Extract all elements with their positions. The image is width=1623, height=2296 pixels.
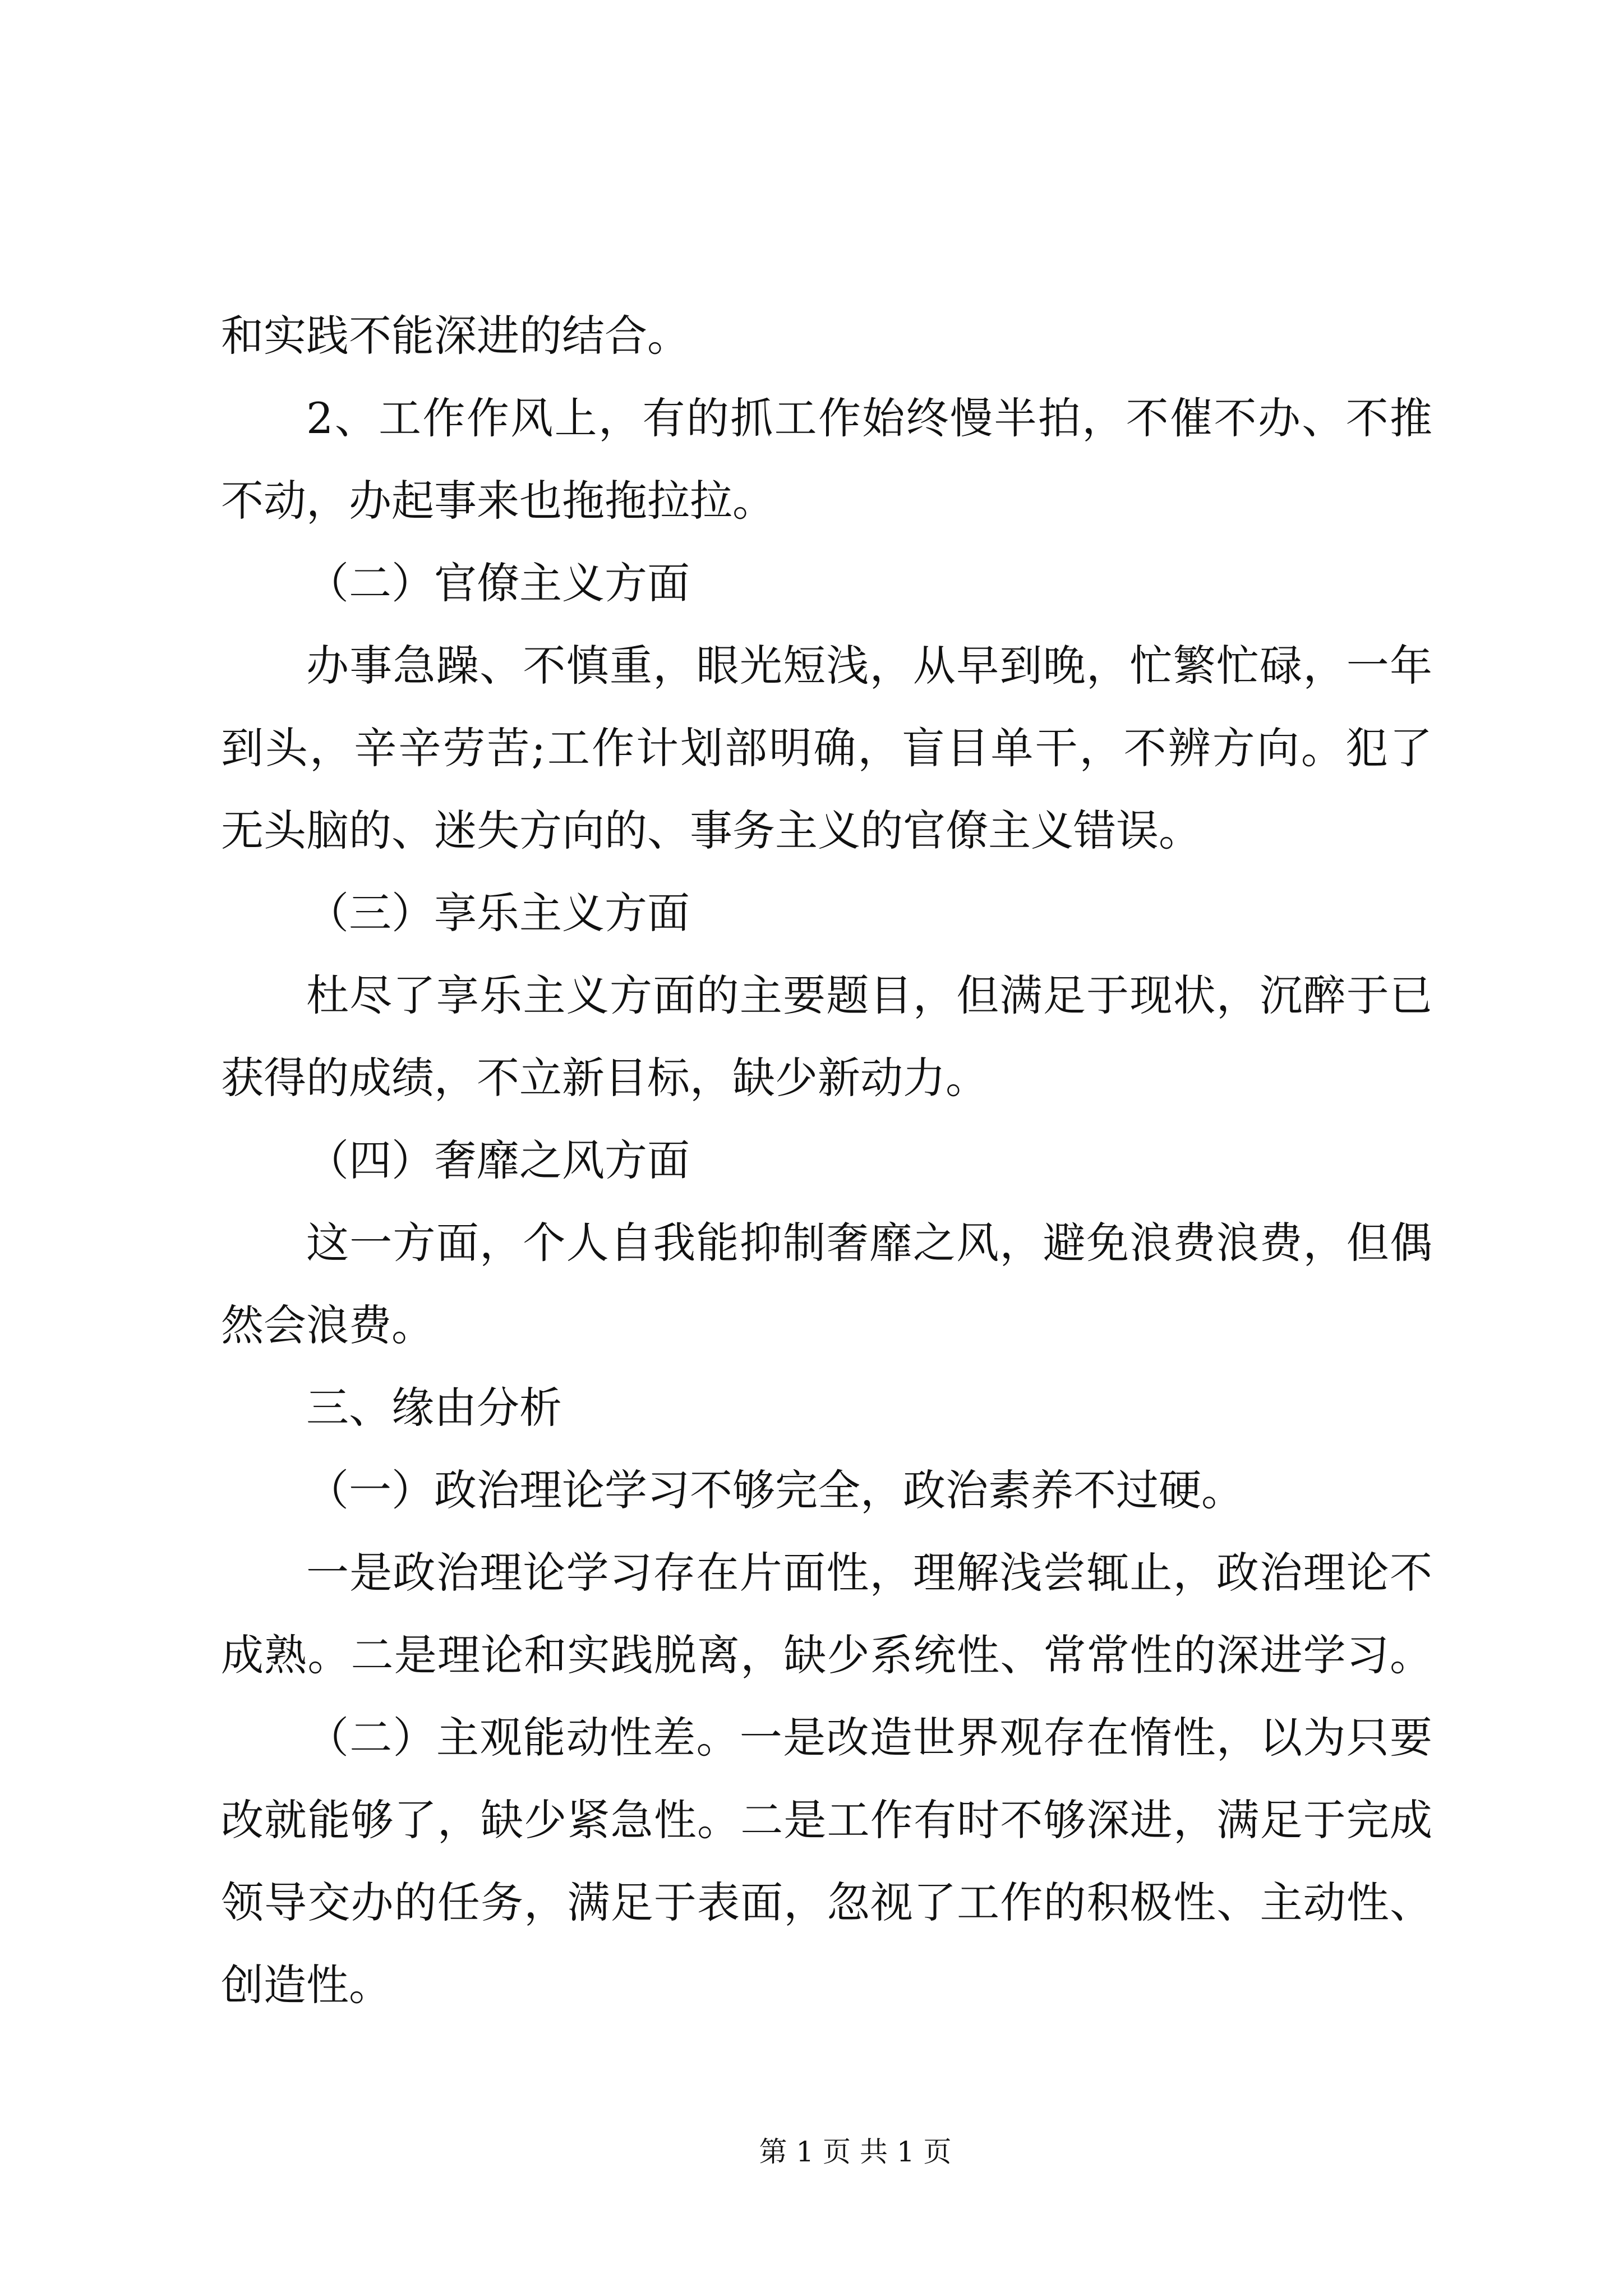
section-heading: （一）政治理论学习不够完全，政治素养不过硬。 [306,1465,1244,1515]
paragraph-line: 到头，辛辛劳苦;工作计划部明确，盲目单干，不辨方向。犯了 [221,723,1432,773]
paragraph-line: 无头脑的、迷失方向的、事务主义的官僚主义错误。 [221,806,1201,855]
paragraph-line: 和实践不能深进的结合。 [221,311,690,361]
paragraph-line: 杜尽了享乐主义方面的主要题目，但满足于现状，沉醉于已 [306,970,1432,1020]
page-number-footer: 第 1 页 共 1 页 [759,2136,952,2168]
paragraph-line: 这一方面，个人自我能抑制奢靡之风，避免浪费浪费，但偶 [306,1218,1432,1268]
paragraph-line: 办事急躁、不慎重，眼光短浅，从早到晚，忙繁忙碌，一年 [306,641,1432,691]
paragraph-line: 改就能够了，缺少紧急性。二是工作有时不够深进，满足于完成 [221,1795,1432,1845]
paragraph-line: 创造性。 [221,1960,391,2010]
paragraph-line: 不动，办起事来也拖拖拉拉。 [221,476,775,526]
paragraph-line: （二）主观能动性差。一是改造世界观存在惰性，以为只要 [306,1713,1432,1763]
paragraph-line: 2、工作作风上，有的抓工作始终慢半拍，不催不办、不推 [306,393,1432,443]
section-heading: （四）奢靡之风方面 [306,1135,690,1185]
paragraph-line: 然会浪费。 [221,1300,434,1350]
paragraph-line: 领导交办的任务，满足于表面，忽视了工作的积极性、主动性、 [221,1878,1432,1927]
paragraph-line: 获得的成绩，不立新目标，缺少新动力。 [221,1053,988,1103]
section-heading: （二）官僚主义方面 [306,558,690,608]
section-heading: 三、缘由分析 [306,1383,562,1433]
paragraph-line: 一是政治理论学习存在片面性，理解浅尝辄止，政治理论不 [306,1548,1432,1598]
paragraph-line: 成熟。二是理论和实践脱离，缺少系统性、常常性的深进学习。 [221,1630,1432,1680]
section-heading: （三）享乐主义方面 [306,888,690,938]
